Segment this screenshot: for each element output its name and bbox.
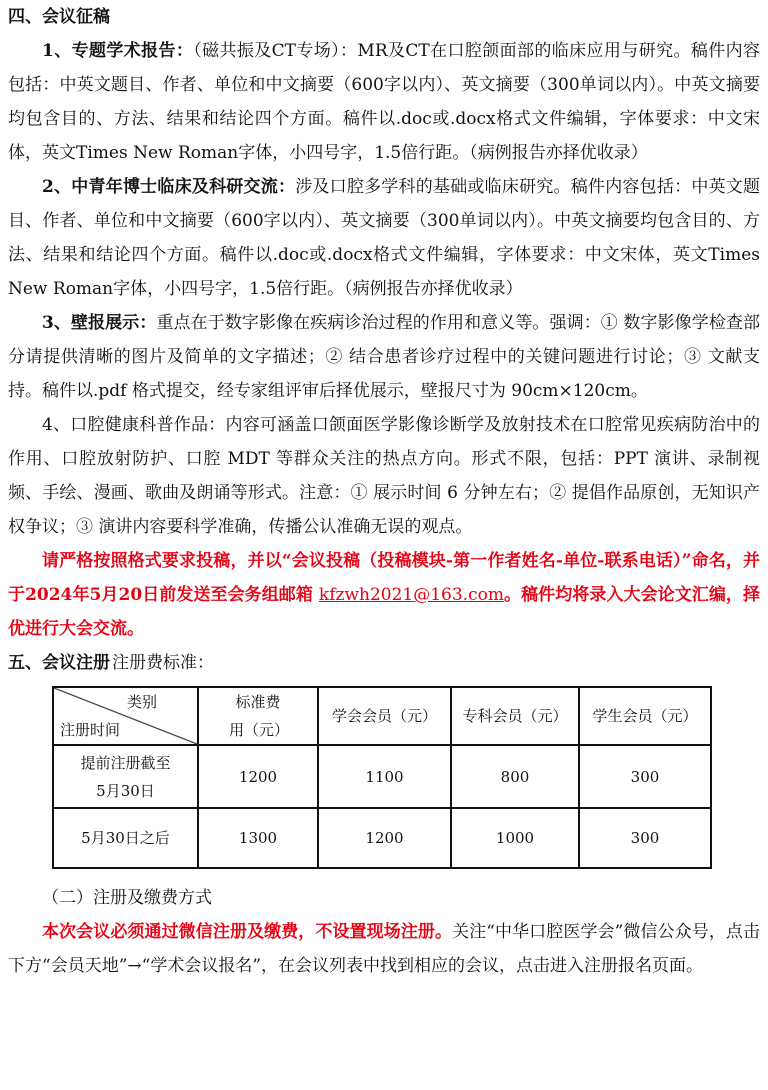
fee-table — [52, 686, 712, 869]
corner-bottom: 注册时间 — [60, 721, 121, 739]
section-5-overlap-text: 注册费标准： — [112, 653, 214, 673]
section-5-title — [8, 646, 760, 680]
cell: 300 — [579, 808, 711, 868]
cell: 1300 — [198, 808, 318, 868]
item-4-text: 4、口腔健康科普作品：内容可涵盖口颌面医学影像诊断学及放射技术在口腔常见疾病防治中的作用、口腔放射防护、口腔 MDT 等群众关注的热点方向。形式不限，包括：PPT 演讲、录制视频、手绘、漫画、歌曲及朗诵等形式。注意：① 展示时间 6 分钟左右；② 提倡作品原创，无知识产权争议；③ 演讲内容要科学准确，传播公认准确无误的观点。 — [8, 415, 760, 537]
header-cell: 学生会员（元） — [579, 687, 711, 745]
paragraph-item-2 — [8, 170, 760, 306]
table-header-row — [53, 687, 711, 745]
payment-text: 关注“中华口腔医学会”微信公众号，点击下方“会员天地”→“学术会议报名”，在会议列表中找到相应的会议，点击进入注册报名页面。 — [8, 922, 760, 976]
row-label: 5月30日之后 — [53, 808, 198, 868]
cell: 1100 — [318, 745, 451, 808]
cell: 800 — [451, 745, 579, 808]
section-4-title: 四、会议征稿 — [8, 7, 110, 27]
table-row — [53, 745, 711, 808]
submission-notice — [8, 544, 760, 646]
notice-text-end: 。稿件均将录入大会论文汇编，择优进行大会交流。 — [8, 585, 760, 639]
cell: 300 — [579, 745, 711, 808]
corner-cell — [53, 687, 198, 745]
item-3-text: 重点在于数字影像在疾病诊治过程的作用和意义等。强调：① 数字影像学检查部分请提供清晰的图片及简单的文字描述；② 结合患者诊疗过程中的关键问题进行讨论；③ 文献支持。稿件以.pdf 格式提交，经专家组评审后择优展示，壁报尺寸为 90cm×120cm。 — [8, 313, 760, 401]
header-cell: 标准费用（元） — [198, 687, 318, 745]
cell: 1000 — [451, 808, 579, 868]
item-1-lead: 1、专题学术报告： — [42, 41, 194, 61]
header-cell: 学会会员（元） — [318, 687, 451, 745]
payment-section — [8, 881, 760, 983]
row-label: 提前注册截至5月30日 — [53, 745, 198, 808]
paragraph-item-4 — [8, 408, 760, 544]
email-link[interactable]: kfzwh2021@163.com — [318, 585, 504, 605]
payment-subtitle: （二）注册及缴费方式 — [42, 888, 212, 908]
item-1-text: （磁共振及CT专场）：MR及CT在口腔颌面部的临床应用与研究。稿件内容包括：中英文题目、作者、单位和中文摘要（600字以内）、英文摘要（300单词以内）。中英文摘要均包含目的、方法、结果和结论四个方面。稿件以.doc或.docx格式文件编辑，字体要求：中文宋体，英文Times New Roman字体，小四号字，1.5倍行距。（病例报告亦择优收录） — [8, 41, 760, 163]
table-row — [53, 808, 711, 868]
header-cell: 专科会员（元） — [451, 687, 579, 745]
paragraph-item-1 — [8, 34, 760, 170]
paragraph-item-3 — [8, 306, 760, 408]
payment-red-text: 本次会议必须通过微信注册及缴费，不设置现场注册。 — [42, 922, 453, 942]
item-2-lead: 2、中青年博士临床及科研交流： — [42, 177, 296, 197]
corner-top: 类别 — [126, 693, 157, 711]
payment-paragraph — [8, 915, 760, 983]
item-2-text: 涉及口腔多学科的基础或临床研究。稿件内容包括：中英文题目、作者、单位和中文摘要（600字以内）、英文摘要（300单词以内）。中英文摘要均包含目的、方法、结果和结论四个方面。稿件以.doc或.docx格式文件编辑，字体要求：中文宋体，英文Times New Roman字体，小四号字，1.5倍行距。（病例报告亦择优收录） — [8, 177, 761, 299]
notice-text: 请严格按照格式要求投稿，并以“会议投稿（投稿模块-第一作者姓名-单位-联系电话）”命名，并于2024年5月20日前发送至会务组邮箱 — [8, 551, 760, 605]
cell: 1200 — [318, 808, 451, 868]
section-5-title-text: 五、会议注册 — [8, 653, 110, 673]
item-3-lead: 3、壁报展示： — [42, 313, 157, 333]
cell: 1200 — [198, 745, 318, 808]
